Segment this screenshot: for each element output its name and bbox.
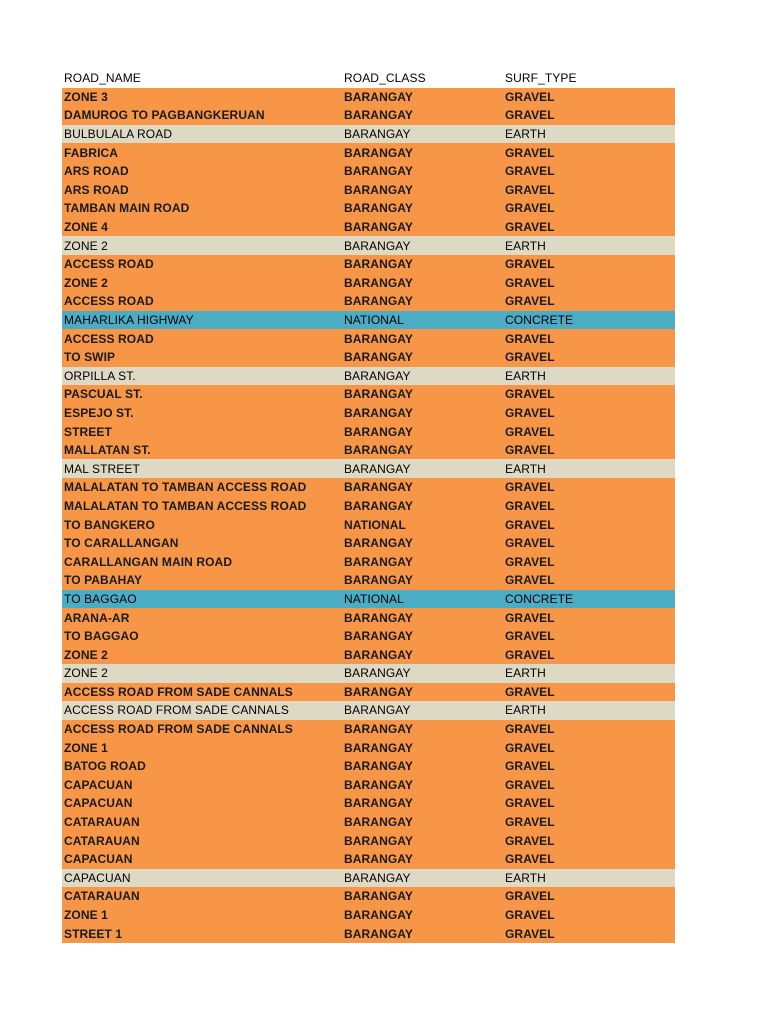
table-row bbox=[62, 738, 675, 757]
surf-type-cell: GRAVEL bbox=[505, 852, 555, 867]
surf-type-cell: GRAVEL bbox=[505, 647, 555, 662]
table-row bbox=[62, 125, 675, 144]
road-name-cell: BULBULALA ROAD bbox=[64, 127, 173, 142]
surf-type-cell: GRAVEL bbox=[505, 554, 555, 569]
table-row bbox=[62, 590, 675, 609]
table-row bbox=[62, 459, 675, 478]
road-name-cell: ACCESS ROAD FROM SADE CANNALS bbox=[64, 722, 293, 737]
road-name-cell: FABRICA bbox=[64, 145, 119, 160]
table-row bbox=[62, 255, 675, 274]
surf-type-cell: GRAVEL bbox=[505, 145, 555, 160]
surf-type-cell: GRAVEL bbox=[505, 815, 555, 830]
road-class-cell: BARANGAY bbox=[344, 573, 414, 588]
road-class-cell: BARANGAY bbox=[344, 368, 411, 383]
surf-type-cell: GRAVEL bbox=[505, 908, 555, 923]
table-row bbox=[62, 106, 675, 125]
road-name-cell: ACCESS ROAD bbox=[64, 331, 154, 346]
surf-type-cell: GRAVEL bbox=[505, 257, 555, 272]
table-row bbox=[62, 534, 675, 553]
table-row bbox=[62, 422, 675, 441]
table-body bbox=[62, 88, 675, 943]
road-name-cell: ZONE 2 bbox=[64, 275, 108, 290]
road-class-cell: BARANGAY bbox=[344, 796, 414, 811]
surf-type-cell: GRAVEL bbox=[505, 89, 555, 104]
header-surf-type: SURF_TYPE bbox=[505, 71, 577, 86]
table-row bbox=[62, 515, 675, 534]
surf-type-cell: GRAVEL bbox=[505, 740, 555, 755]
table-row bbox=[62, 720, 675, 739]
road-name-cell: MAL STREET bbox=[64, 461, 140, 476]
table-row bbox=[62, 404, 675, 423]
surf-type-cell: GRAVEL bbox=[505, 536, 555, 551]
table-row bbox=[62, 329, 675, 348]
road-class-cell: BARANGAY bbox=[344, 833, 414, 848]
surf-type-cell: GRAVEL bbox=[505, 182, 555, 197]
road-class-cell: BARANGAY bbox=[344, 926, 414, 941]
road-class-cell: BARANGAY bbox=[344, 127, 411, 142]
surf-type-cell: GRAVEL bbox=[505, 498, 555, 513]
road-class-cell: BARANGAY bbox=[344, 815, 414, 830]
table-row bbox=[62, 497, 675, 516]
table-row bbox=[62, 794, 675, 813]
road-class-cell: BARANGAY bbox=[344, 331, 414, 346]
road-name-cell: CATARAUAN bbox=[64, 815, 140, 830]
road-class-cell: BARANGAY bbox=[344, 908, 414, 923]
table-row bbox=[62, 311, 675, 330]
road-name-cell: CAPACUAN bbox=[64, 852, 133, 867]
road-name-cell: ZONE 3 bbox=[64, 89, 108, 104]
table-row bbox=[62, 683, 675, 702]
road-name-cell: ACCESS ROAD FROM SADE CANNALS bbox=[64, 684, 293, 699]
surf-type-cell: GRAVEL bbox=[505, 424, 555, 439]
road-name-cell: CAPACUAN bbox=[64, 796, 133, 811]
road-name-cell: ZONE 1 bbox=[64, 908, 108, 923]
road-class-cell: BARANGAY bbox=[344, 350, 414, 365]
surf-type-cell: GRAVEL bbox=[505, 629, 555, 644]
surf-type-cell: GRAVEL bbox=[505, 220, 555, 235]
table-row bbox=[62, 608, 675, 627]
road-name-cell: ZONE 1 bbox=[64, 740, 108, 755]
road-class-cell: BARANGAY bbox=[344, 164, 414, 179]
surf-type-cell: GRAVEL bbox=[505, 777, 555, 792]
road-class-cell: BARANGAY bbox=[344, 405, 414, 420]
road-name-cell: TO PABAHAY bbox=[64, 573, 143, 588]
table-row bbox=[62, 887, 675, 906]
surf-type-cell: GRAVEL bbox=[505, 926, 555, 941]
surf-type-cell: EARTH bbox=[505, 666, 546, 681]
table-row bbox=[62, 813, 675, 832]
table-row bbox=[62, 776, 675, 795]
table-row bbox=[62, 627, 675, 646]
road-name-cell: ORPILLA ST. bbox=[64, 368, 136, 383]
table-row bbox=[62, 385, 675, 404]
road-class-cell: NATIONAL bbox=[344, 313, 404, 328]
surf-type-cell: GRAVEL bbox=[505, 684, 555, 699]
road-name-cell: ACCESS ROAD FROM SADE CANNALS bbox=[64, 703, 289, 718]
road-class-cell: BARANGAY bbox=[344, 536, 414, 551]
header-road-class: ROAD_CLASS bbox=[344, 71, 426, 86]
road-class-cell: BARANGAY bbox=[344, 201, 414, 216]
table-row bbox=[62, 924, 675, 943]
road-name-cell: MALLATAN ST. bbox=[64, 443, 151, 458]
road-name-cell: ZONE 4 bbox=[64, 220, 108, 235]
road-name-cell: ACCESS ROAD bbox=[64, 294, 154, 309]
road-name-cell: TO SWIP bbox=[64, 350, 116, 365]
road-name-cell: ZONE 2 bbox=[64, 647, 108, 662]
road-class-cell: BARANGAY bbox=[344, 182, 414, 197]
road-class-cell: BARANGAY bbox=[344, 443, 414, 458]
road-name-cell: MALALATAN TO TAMBAN ACCESS ROAD bbox=[64, 480, 307, 495]
road-class-cell: BARANGAY bbox=[344, 852, 414, 867]
road-name-cell: BATOG ROAD bbox=[64, 759, 146, 774]
road-class-cell: BARANGAY bbox=[344, 870, 411, 885]
table-row bbox=[62, 701, 675, 720]
road-class-cell: BARANGAY bbox=[344, 666, 411, 681]
surf-type-cell: CONCRETE bbox=[505, 591, 574, 606]
table-row bbox=[62, 181, 675, 200]
road-class-cell: BARANGAY bbox=[344, 108, 414, 123]
road-name-cell: TAMBAN MAIN ROAD bbox=[64, 201, 190, 216]
table-row bbox=[62, 571, 675, 590]
table-row bbox=[62, 869, 675, 888]
surf-type-cell: GRAVEL bbox=[505, 275, 555, 290]
road-class-cell: BARANGAY bbox=[344, 759, 414, 774]
road-class-cell: BARANGAY bbox=[344, 889, 414, 904]
road-name-cell: PASCUAL ST. bbox=[64, 387, 143, 402]
road-name-cell: ARS ROAD bbox=[64, 164, 129, 179]
road-name-cell: ARS ROAD bbox=[64, 182, 129, 197]
surf-type-cell: GRAVEL bbox=[505, 722, 555, 737]
road-class-cell: BARANGAY bbox=[344, 461, 411, 476]
road-name-cell: TO BAGGAO bbox=[64, 591, 137, 606]
road-name-cell: CAPACUAN bbox=[64, 870, 131, 885]
surf-type-cell: CONCRETE bbox=[505, 313, 574, 328]
surf-type-cell: GRAVEL bbox=[505, 517, 555, 532]
surf-type-cell: GRAVEL bbox=[505, 331, 555, 346]
road-class-cell: NATIONAL bbox=[344, 591, 404, 606]
table-row bbox=[62, 143, 675, 162]
table-header-row bbox=[62, 69, 675, 88]
road-class-cell: BARANGAY bbox=[344, 89, 414, 104]
road-class-cell: BARANGAY bbox=[344, 722, 414, 737]
road-class-cell: BARANGAY bbox=[344, 703, 411, 718]
road-name-cell: ZONE 2 bbox=[64, 238, 108, 253]
surf-type-cell: GRAVEL bbox=[505, 889, 555, 904]
surf-type-cell: GRAVEL bbox=[505, 443, 555, 458]
road-class-cell: BARANGAY bbox=[344, 647, 414, 662]
surf-type-cell: GRAVEL bbox=[505, 201, 555, 216]
road-name-cell: CAPACUAN bbox=[64, 777, 133, 792]
road-class-cell: BARANGAY bbox=[344, 275, 414, 290]
surf-type-cell: GRAVEL bbox=[505, 480, 555, 495]
table-row bbox=[62, 199, 675, 218]
road-name-cell: ESPEJO ST. bbox=[64, 405, 134, 420]
road-class-cell: BARANGAY bbox=[344, 387, 414, 402]
road-class-cell: BARANGAY bbox=[344, 684, 414, 699]
road-name-cell: DAMUROG TO PAGBANGKERUAN bbox=[64, 108, 265, 123]
road-class-cell: BARANGAY bbox=[344, 498, 414, 513]
surf-type-cell: GRAVEL bbox=[505, 759, 555, 774]
road-class-cell: BARANGAY bbox=[344, 145, 414, 160]
road-class-cell: BARANGAY bbox=[344, 294, 414, 309]
table-row bbox=[62, 645, 675, 664]
table-row bbox=[62, 478, 675, 497]
road-name-cell: MALALATAN TO TAMBAN ACCESS ROAD bbox=[64, 498, 307, 513]
road-class-cell: BARANGAY bbox=[344, 257, 414, 272]
table-row bbox=[62, 367, 675, 386]
table-row bbox=[62, 274, 675, 293]
road-class-cell: BARANGAY bbox=[344, 554, 414, 569]
surf-type-cell: GRAVEL bbox=[505, 610, 555, 625]
road-name-cell: STREET bbox=[64, 424, 112, 439]
table-row bbox=[62, 348, 675, 367]
table-row bbox=[62, 441, 675, 460]
surf-type-cell: EARTH bbox=[505, 368, 546, 383]
road-name-cell: STREET 1 bbox=[64, 926, 123, 941]
surf-type-cell: GRAVEL bbox=[505, 294, 555, 309]
road-name-cell: CARALLANGAN MAIN ROAD bbox=[64, 554, 233, 569]
road-name-cell: TO BANGKERO bbox=[64, 517, 155, 532]
surf-type-cell: GRAVEL bbox=[505, 796, 555, 811]
table-row bbox=[62, 757, 675, 776]
surf-type-cell: GRAVEL bbox=[505, 833, 555, 848]
surf-type-cell: EARTH bbox=[505, 238, 546, 253]
table-row bbox=[62, 906, 675, 925]
header-road-name: ROAD_NAME bbox=[64, 71, 141, 86]
surf-type-cell: GRAVEL bbox=[505, 164, 555, 179]
road-class-cell: BARANGAY bbox=[344, 480, 414, 495]
table-row bbox=[62, 162, 675, 181]
surf-type-cell: EARTH bbox=[505, 461, 546, 476]
road-class-cell: BARANGAY bbox=[344, 740, 414, 755]
surf-type-cell: GRAVEL bbox=[505, 108, 555, 123]
road-class-cell: BARANGAY bbox=[344, 610, 414, 625]
road-table bbox=[62, 69, 675, 943]
road-class-cell: NATIONAL bbox=[344, 517, 406, 532]
surf-type-cell: GRAVEL bbox=[505, 387, 555, 402]
road-name-cell: TO CARALLANGAN bbox=[64, 536, 179, 551]
surf-type-cell: GRAVEL bbox=[505, 350, 555, 365]
road-name-cell: ACCESS ROAD bbox=[64, 257, 154, 272]
surf-type-cell: EARTH bbox=[505, 127, 546, 142]
road-class-cell: BARANGAY bbox=[344, 220, 414, 235]
road-name-cell: ZONE 2 bbox=[64, 666, 108, 681]
table-row bbox=[62, 236, 675, 255]
table-row bbox=[62, 850, 675, 869]
road-name-cell: TO BAGGAO bbox=[64, 629, 139, 644]
table-row bbox=[62, 88, 675, 107]
table-row bbox=[62, 292, 675, 311]
road-class-cell: BARANGAY bbox=[344, 424, 414, 439]
road-name-cell: MAHARLIKA HIGHWAY bbox=[64, 313, 194, 328]
surf-type-cell: GRAVEL bbox=[505, 573, 555, 588]
surf-type-cell: EARTH bbox=[505, 703, 546, 718]
table-row bbox=[62, 664, 675, 683]
table-row bbox=[62, 218, 675, 237]
table-row bbox=[62, 831, 675, 850]
road-class-cell: BARANGAY bbox=[344, 238, 411, 253]
road-name-cell: CATARAUAN bbox=[64, 833, 140, 848]
road-name-cell: CATARAUAN bbox=[64, 889, 140, 904]
surf-type-cell: GRAVEL bbox=[505, 405, 555, 420]
road-name-cell: ARANA-AR bbox=[64, 610, 130, 625]
road-class-cell: BARANGAY bbox=[344, 629, 414, 644]
table-row bbox=[62, 552, 675, 571]
surf-type-cell: EARTH bbox=[505, 870, 546, 885]
road-class-cell: BARANGAY bbox=[344, 777, 414, 792]
